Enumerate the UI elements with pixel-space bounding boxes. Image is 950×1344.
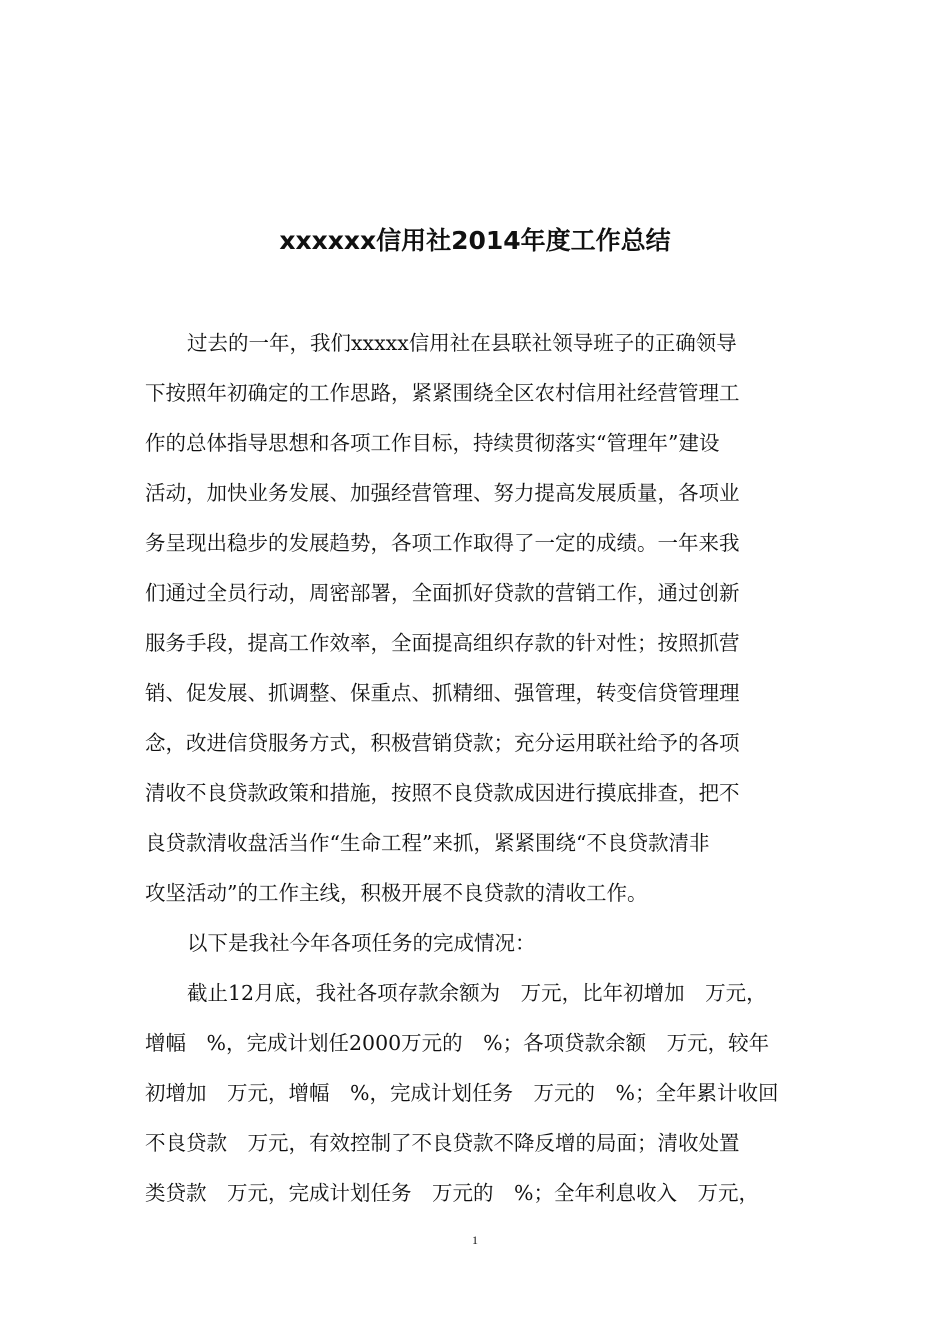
page-number: 1: [472, 1233, 478, 1247]
paragraph-line: 以下是我社今年各项任务的完成情况：: [187, 931, 536, 955]
paragraph-line: 增幅 %，完成计划任2000万元的 %；各项贷款余额 万元，较年: [145, 1031, 770, 1055]
paragraph-line: 攻坚活动”的工作主线，积极开展不良贷款的清收工作。: [145, 881, 648, 905]
paragraph-line: 念，改进信贷服务方式，积极营销贷款；充分运用联社给予的各项: [145, 731, 740, 755]
paragraph-line: 初增加 万元，增幅 %，完成计划任务 万元的 %；全年累计收回: [145, 1081, 779, 1105]
paragraph-line: 销、促发展、抓调整、保重点、抓精细、强管理，转变信贷管理理: [145, 681, 740, 705]
paragraph-line: 良贷款清收盘活当作“生命工程”来抓，紧紧围绕“不良贷款清非: [145, 831, 710, 855]
paragraph-line: 们通过全员行动，周密部署，全面抓好贷款的营销工作，通过创新: [145, 581, 740, 605]
paragraph-line: 过去的一年，我们xxxxx信用社在县联社领导班子的正确领导: [187, 331, 737, 355]
paragraph-line: 类贷款 万元，完成计划任务 万元的 %；全年利息收入 万元，: [145, 1181, 759, 1205]
paragraph-line: 下按照年初确定的工作思路，紧紧围绕全区农村信用社经营管理工: [145, 381, 740, 405]
paragraph-line: 活动，加快业务发展、加强经营管理、努力提高发展质量，各项业: [145, 481, 740, 505]
paragraph-line: 不良贷款 万元，有效控制了不良贷款不降反增的局面；清收处置: [145, 1131, 740, 1155]
paragraph-line: 截止12月底，我社各项存款余额为 万元，比年初增加 万元，: [187, 981, 767, 1005]
paragraph-line: 清收不良贷款政策和措施，按照不良贷款成因进行摸底排查，把不: [145, 781, 740, 805]
document-title: xxxxxx信用社2014年度工作总结: [279, 226, 671, 255]
document-body: [145, 318, 805, 1218]
paragraph-line: 务呈现出稳步的发展趋势，各项工作取得了一定的成绩。一年来我: [145, 531, 740, 555]
paragraph-line: 作的总体指导思想和各项工作目标，持续贯彻落实“管理年”建设: [145, 431, 720, 455]
paragraph-line: 服务手段，提高工作效率，全面提高组织存款的针对性；按照抓营: [145, 631, 740, 655]
